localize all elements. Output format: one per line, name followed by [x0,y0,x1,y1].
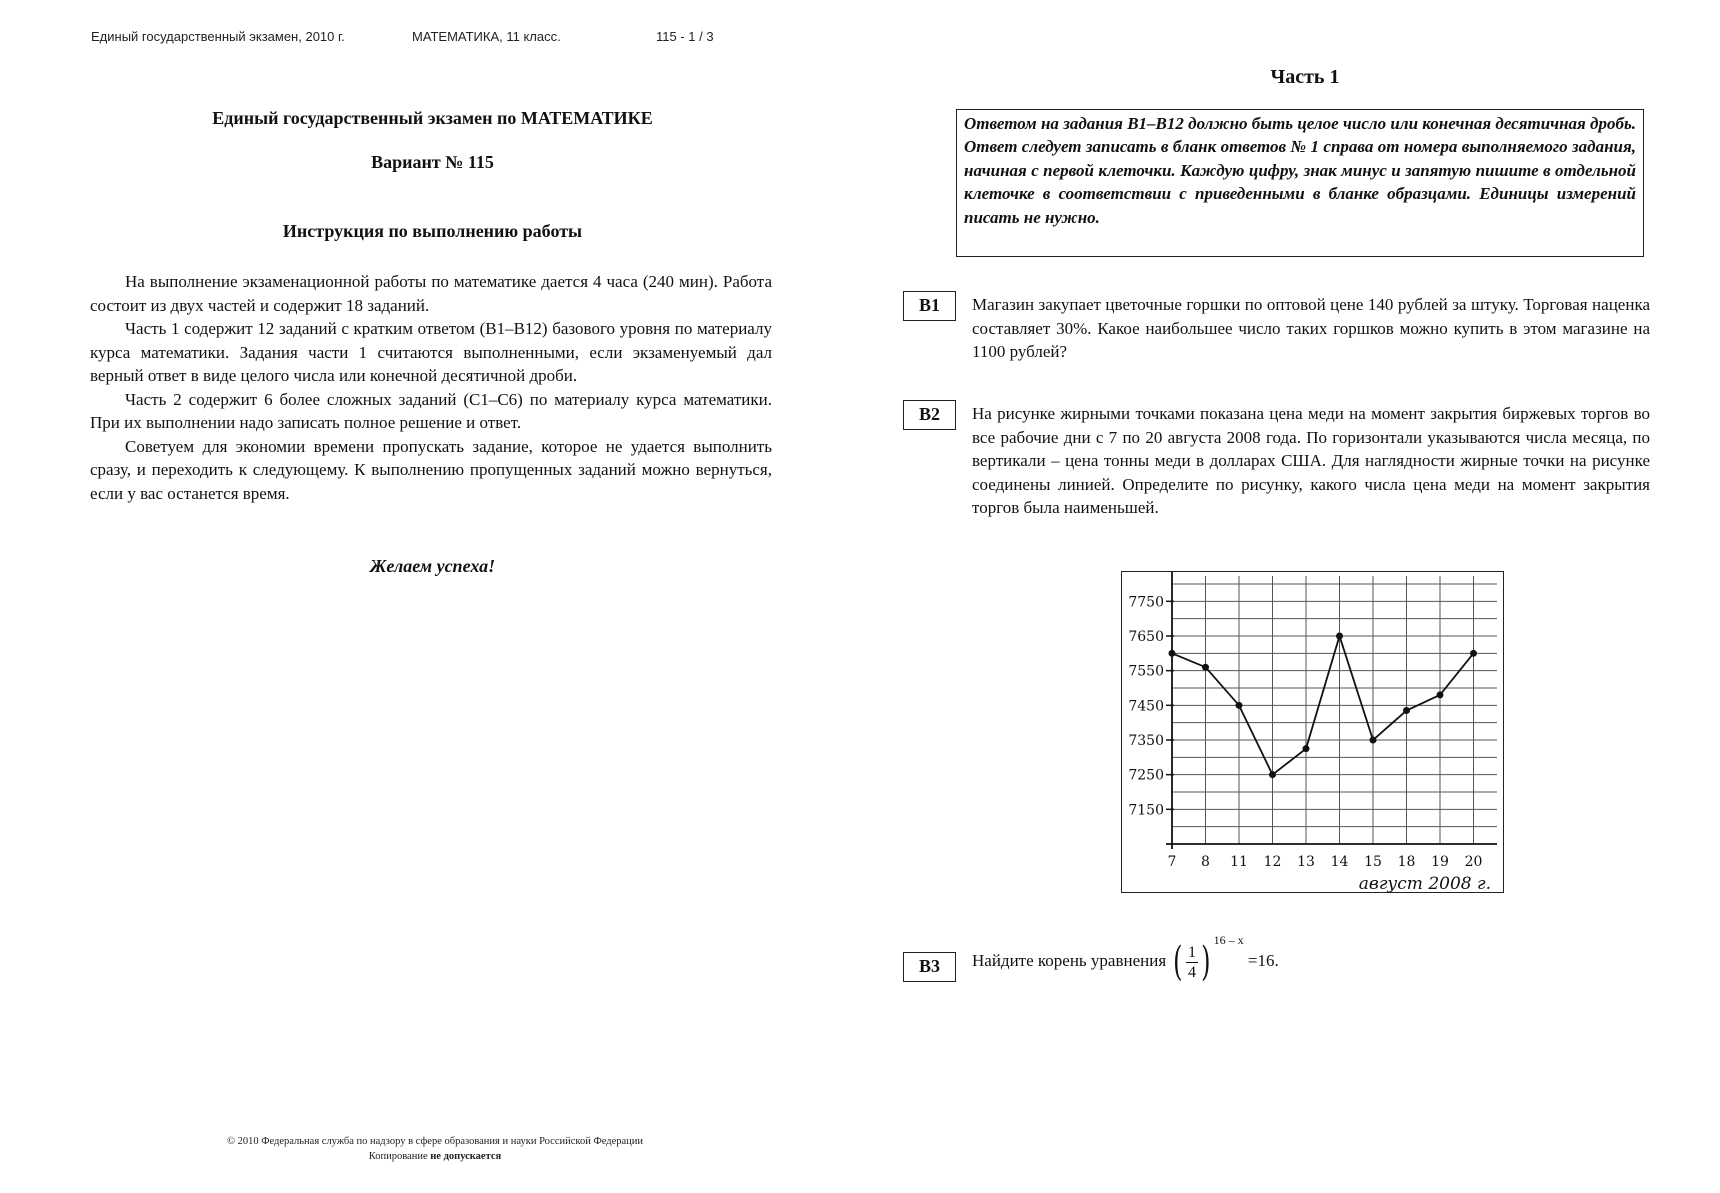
instruction-paragraph: Часть 2 содержит 6 более сложных заданий (С1–С6) по материалу курса математики. При их выполнении надо записать полное решение и ответ. [90,389,772,432]
question-text-b1: Магазин закупает цветочные горшки по оптовой цене 140 рублей за штуку. Торговая наценка составляет 30%. Какое наибольшее число таких горшков можно купить в этом магазине на 1100 рублей? [972,295,1650,361]
x-tick-label: 19 [1431,854,1449,870]
left-paren: ( [1173,939,1183,985]
x-tick-label: 8 [1201,854,1210,870]
x-tick-label: 12 [1263,854,1282,870]
line-chart [1122,572,1505,894]
data-point [1269,771,1276,778]
y-tick-label: 7550 [1128,663,1164,680]
x-tick-label: 7 [1167,854,1177,870]
copper-price-chart [1121,571,1504,893]
x-tick-label: 14 [1330,854,1349,870]
exam-header-label: Единый государственный экзамен, 2010 г. [91,29,345,44]
instruction-title: Инструкция по выполнению работы [282,221,583,241]
data-point [1437,691,1444,698]
page-number-label: 115 - 1 / 3 [656,29,714,44]
copying-forbidden: не допускается [430,1151,502,1162]
data-point [1470,650,1477,657]
x-tick-label: 18 [1397,854,1416,870]
question-label-b3: B3 [903,952,956,982]
data-point [1169,650,1176,657]
data-point [1370,737,1377,744]
equation-rhs: =16 [1247,950,1275,970]
subject-header-label: МАТЕМАТИКА, 11 класс. [412,29,561,44]
instructions-body [90,270,772,505]
data-point [1236,702,1243,709]
equation-prompt: Найдите корень уравнения [972,950,1167,970]
fraction [1186,943,1198,982]
instruction-paragraph: На выполнение экзаменационной работы по математике дается 4 часа (240 мин). Работа состоит из двух частей и содержит 18 заданий. [90,272,772,315]
copying-prefix: Копирование [368,1151,431,1162]
y-tick-label: 7650 [1128,629,1164,645]
data-point [1336,633,1343,640]
fraction-numerator: 1 [1188,943,1197,961]
data-point [1403,707,1410,714]
y-tick-label: 7350 [1128,733,1164,749]
instruction-paragraph: Часть 1 содержит 12 заданий с кратким ответом (В1–В12) базового уровня по материалу курса математики. Задания части 1 считаются выполненными, если экзаменуемый дал верный ответ в виде целого числа или конечной десятичной дроби. [90,319,772,385]
y-tick-label: 7150 [1128,802,1164,819]
variant-title: Вариант № 115 [371,152,494,172]
data-point [1303,745,1310,752]
x-tick-label: 20 [1464,854,1483,870]
part-title: Часть 1 [1270,66,1340,88]
data-point [1202,664,1209,671]
copyright-footer [160,1134,710,1164]
y-tick-label: 7750 [1128,594,1164,611]
good-luck-text: Желаем успеха! [369,556,496,576]
instruction-paragraph: Советуем для экономии времени пропускать задание, которое не удается выполнить сразу, и переходить к следующему. К выполнению пропущенных заданий можно вернуться, если у вас останется время. [90,436,772,503]
answer-instructions-box: Ответом на задания В1–В12 должно быть целое число или конечная десятичная дробь. Ответ следует записать в бланк ответов № 1 справа от номера выполняемого задания, начиная с первой клеточки. Каждую цифру, знак минус и запятую пишите в отдельной клеточке в соответствии с приведенными в бланке образцами. Единицы измерений писать не нужно. [956,109,1644,257]
x-tick-label: 13 [1297,854,1315,870]
x-axis-caption: август 2008 г. [1358,874,1491,894]
question-label-b2: B2 [903,400,956,430]
right-paren: ) [1201,939,1211,985]
exam-title: Единый государственный экзамен по МАТЕМАТИКЕ [212,108,653,128]
question-text-b2: На рисунке жирными точками показана цена меди на момент закрытия биржевых торгов во все рабочие дни с 7 по 20 августа 2008 года. По горизонтали указываются числа месяца, по вертикали – цена тонны меди в долларах США. Для наглядности жирные точки на рисунке соединены линией. Определите по рисунку, какого числа цена меди на момент закрытия торгов была наименьшей. [972,404,1650,517]
copyright-line: © 2010 Федеральная служба по надзору в сфере образования и науки Российской Федерации [226,1136,644,1147]
y-tick-label: 7450 [1128,698,1164,715]
equation-end: . [1274,950,1279,970]
copying-notice [160,1149,710,1164]
x-tick-label: 11 [1230,854,1248,870]
question-text-b3 [972,932,1392,985]
exponent: 16 – x [1213,932,1244,947]
fraction-denominator: 4 [1188,963,1197,981]
y-tick-label: 7250 [1128,767,1164,784]
question-label-b1: B1 [903,291,956,321]
x-tick-label: 15 [1364,854,1382,870]
